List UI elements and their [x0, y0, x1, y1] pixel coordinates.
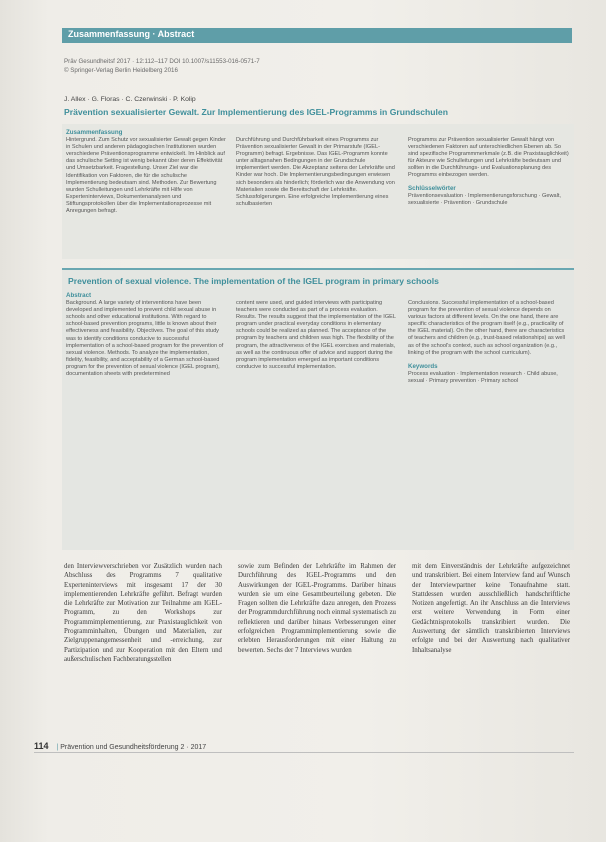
- section-header-bar: [62, 28, 572, 43]
- german-abstract-text3: Programms zur Prävention sexualisierter Gewalt hängt von verschiedenen Faktoren auf unterschiedlichen Ebenen ab. So sind spezifische Programmmerkmale (z.B. die Praxistauglichkeit) für Akteure wie Schulleitungen und Lehrkräfte bedeutsam und sollten in die Durchführungs- und Evaluationsplanung des Programms einbezogen werden.: [408, 137, 569, 179]
- german-abstract-col2: [236, 137, 396, 208]
- section-title: Zusammenfassung · Abstract: [68, 29, 195, 39]
- english-abstract-box: [62, 268, 574, 550]
- german-abstract-box: [62, 124, 574, 259]
- german-title: Prävention sexualisierter Gewalt. Zur Implementierung des IGEL-Programms in Grundschulen: [64, 107, 448, 117]
- author-list: J. Allex · G. Floras · C. Czerwinski · P. Kolip: [64, 96, 196, 103]
- body-paragraph-3: mit dem Einverständnis der Lehrkräfte aufgezeichnet und transkribiert. Bei einem Interview fand auf Wunsch der Interviewpartner keine Tonaufnahme statt. Stattdessen wurden ausschließlich handschriftliche Notizen angefertigt. An ihr Anschluss an die Interviews erst weitere Verwendung in Form einer Gedächtnisprotokolls transkribiert wurden. Die Auswertung der sämtlich transkribierten Interviews erfolgte und bei der Auswertung nach qualitativer Inhaltsanalyse: [412, 563, 570, 654]
- body-paragraph-2: sowie zum Befinden der Lehrkräfte im Rahmen der Durchführung des IGEL-Programms und den Auswirkungen der IGEL-Programms. Darüber hinaus wurden sie um eine Gesamtbeurteilung gebeten. Die Fragen sollten die Lehrkräfte dazu anregen, den Prozess der Programmdurchführung noch einmal systematisch zu reflektieren und darüber hinaus Verbesserungen einer erfolgreichen Programmimplementierung sowie die erlebten Herausforderungen mit einer Haltung zu bewerten. Sechs der 7 Interviews wurden: [238, 563, 396, 654]
- english-keywords-label: Keywords: [408, 362, 438, 370]
- english-abstract-label: Abstract: [66, 292, 92, 299]
- body-column-3: [412, 562, 570, 655]
- body-column-1: [64, 562, 222, 664]
- english-abstract-col1: [66, 292, 226, 379]
- english-abstract-col2: [236, 300, 396, 371]
- english-keywords: Process evaluation · Implementation research · Child abuse, sexual · Primary prevention · Primary school: [408, 370, 558, 384]
- german-keywords-label: Schlüsselwörter: [408, 184, 456, 192]
- page-number: 114: [34, 741, 49, 751]
- body-paragraph-1: den Interviewverschrieben vor Zusätzlich wurden nach Abschluss des Programms 7 qualitative Experteninterviews mit insgesamt 17 der 30 implementierenden Lehrkräfte geführt. Befragt wurden die Lehrkräfte zur Motivation zur Teilnahme am IGEL-Programm, zu den Workshops zur Programmimplementierung, zur Praxistauglichkeit von Programminhalten, Übungen und Materialien, zur Zielgruppenangemessenheit und -erreichung, zur Partizipation und zur Kooperation mit den Eltern und außerschulischen Fachberatungsstellen: [64, 563, 222, 663]
- copyright-line: © Springer-Verlag Berlin Heidelberg 2016: [64, 67, 178, 74]
- english-abstract-text3: Conclusions. Successful implementation of a school-based program for the prevention of sexual violence depends on various factors at different levels. On the one hand, there are specific characteristics of the program itself (e.g., practicality of the IGEL material). On the other hand, there are characteristics of teachers and children (e.g., trust-based relationships) as well as of the school's context, such as school organization (e.g., linking of the program with the school curriculum).: [408, 300, 566, 356]
- english-title: Prevention of sexual violence. The implementation of the IGEL program in primary schools: [68, 276, 439, 286]
- german-abstract-col1: [66, 129, 226, 216]
- german-abstract-text1: Hintergrund. Zum Schutz vor sexualisierter Gewalt gegen Kinder in Schulen und anderen pädagogischen Institutionen wurden verschiedene Präventionsprogramme entwickelt. Im Hinblick auf das schulische Setting ist wenig bekannt über deren Effektivität und Umsetzbarkeit. Fragestellung. Unser Ziel war die Identifikation von Faktoren, die für die schulische Implementierung bedeutsam sind. Methoden. Zur Bewertung wurden Schulleitungen und Lehrkräfte mit Hilfe von Experteninterviews, Dokumentenanalysen und Stiftungsprotokollen über die Implementationsprozesse mit Anregungen befragt.: [66, 137, 226, 215]
- english-abstract-col3: [408, 300, 570, 386]
- german-abstract-text2: Durchführung und Durchführbarkeit eines Programms zur Prävention sexualisierter Gewalt in der Primarstufe (IGEL-Programm) befragt. Ergebnisse. Das IGEL-Programm konnte unter alltagsnahen Bedingungen in der Grundschule implementiert werden. Die Akzeptanz seitens der Lehrkräfte und Kinder war hoch. Die Implementierungsbedingungen erwiesen sich besonders als hinderlich; förderlich war die Anwendung von Materialien sowie die Bereitschaft der Lehrkräfte. Schlussfolgerungen. Eine erfolgreiche Implementierung eines schulbasierten: [236, 137, 395, 207]
- english-abstract-text1: Background. A large variety of interventions have been developed and implemented to prevent child sexual abuse in schools and other educational institutions. With regard to school-based prevention programs, little is known about their effectiveness and feasibility. Objectives. The goal of this study was to identify conditions conducive to successful implementation of a school-based program for the prevention of sexual violence. Methods. To analyze the implementation, fidelity, feasibility, and acceptability of a German school-based program for the prevention of sexual violence (IGEL program), documentation sheets with predetermined: [66, 300, 224, 378]
- english-abstract-text2: content were used, and guided interviews with participating teachers were conducted as part of a process evaluation. Results. The results suggest that the implementation of the IGEL program under practical everyday conditions in elementary schools could be realized as planned. The acceptance of the program by teachers and children was high. The flexibility of the program, the attractiveness of the IGEL exercises and materials, as well as the continuous offer of advice and support during the program implementation emerged as important conditions conducive to successful implementation.: [236, 300, 396, 370]
- german-abstract-col3: [408, 137, 570, 207]
- footer-journal: Prävention und Gesundheitsförderung 2 · 2017: [60, 744, 207, 751]
- body-column-2: [238, 562, 396, 655]
- footer-separator-icon: |: [56, 744, 59, 751]
- german-keywords: Präventionsevaluation · Implementierungsforschung · Gewalt, sexualisierte · Prävention · Grundschule: [408, 192, 561, 206]
- page-footer: [34, 741, 574, 751]
- citation-line: Präv Gesundheitsf 2017 · 12:112–117 DOI 10.1007/s11553-016-0571-7: [64, 58, 260, 65]
- german-abstract-label: Zusammenfassung: [66, 129, 123, 136]
- footer-rule: [34, 752, 574, 753]
